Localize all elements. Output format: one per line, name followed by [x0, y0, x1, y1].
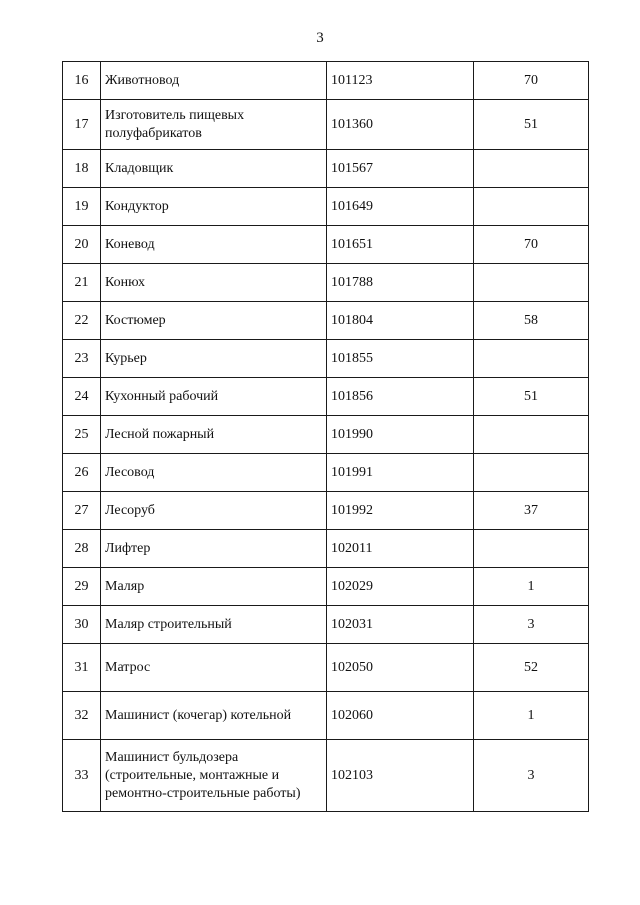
row-number-cell: 30: [63, 606, 101, 644]
profession-code-cell: 101123: [327, 62, 474, 100]
row-number-cell: 16: [63, 62, 101, 100]
row-number-cell: 28: [63, 530, 101, 568]
profession-code-cell: 102031: [327, 606, 474, 644]
page-number: 3: [316, 30, 324, 46]
profession-code-cell: 102060: [327, 692, 474, 740]
profession-name-cell: Кладовщик: [101, 150, 327, 188]
value-cell: [474, 264, 589, 302]
profession-name-cell: Коневод: [101, 226, 327, 264]
profession-name-cell: Лифтер: [101, 530, 327, 568]
row-number-cell: 17: [63, 100, 101, 150]
row-number-cell: 31: [63, 644, 101, 692]
profession-code-cell: 101991: [327, 454, 474, 492]
row-number-cell: 24: [63, 378, 101, 416]
profession-name-cell: Животновод: [101, 62, 327, 100]
profession-code-cell: 102050: [327, 644, 474, 692]
table-row: [63, 568, 589, 606]
table-row: [63, 606, 589, 644]
table-row: [63, 740, 589, 812]
profession-code-cell: 101567: [327, 150, 474, 188]
profession-name-cell: Лесовод: [101, 454, 327, 492]
profession-code-cell: 102029: [327, 568, 474, 606]
value-cell: 3: [474, 740, 589, 812]
row-number-cell: 29: [63, 568, 101, 606]
profession-code-cell: 102103: [327, 740, 474, 812]
profession-code-cell: 101855: [327, 340, 474, 378]
profession-name-cell: Маляр: [101, 568, 327, 606]
table-row: [63, 454, 589, 492]
row-number-cell: 26: [63, 454, 101, 492]
profession-code-cell: 101804: [327, 302, 474, 340]
value-cell: 1: [474, 692, 589, 740]
profession-name-cell: Костюмер: [101, 302, 327, 340]
value-cell: 58: [474, 302, 589, 340]
professions-table: [62, 61, 589, 812]
profession-code-cell: 102011: [327, 530, 474, 568]
value-cell: [474, 188, 589, 226]
value-cell: 51: [474, 100, 589, 150]
profession-name-cell: Маляр строительный: [101, 606, 327, 644]
profession-name-cell: Кондуктор: [101, 188, 327, 226]
table-row: [63, 378, 589, 416]
table-row: [63, 302, 589, 340]
value-cell: [474, 340, 589, 378]
row-number-cell: 20: [63, 226, 101, 264]
profession-code-cell: 101649: [327, 188, 474, 226]
value-cell: [474, 416, 589, 454]
profession-name-cell: Лесоруб: [101, 492, 327, 530]
profession-name-cell: Машинист бульдозера (строительные, монтажные и ремонтно-строительные работы): [101, 740, 327, 812]
value-cell: 1: [474, 568, 589, 606]
profession-code-cell: 101856: [327, 378, 474, 416]
table-row: [63, 62, 589, 100]
profession-code-cell: 101651: [327, 226, 474, 264]
row-number-cell: 27: [63, 492, 101, 530]
value-cell: [474, 454, 589, 492]
row-number-cell: 25: [63, 416, 101, 454]
table-row: [63, 100, 589, 150]
profession-name-cell: Лесной пожарный: [101, 416, 327, 454]
row-number-cell: 18: [63, 150, 101, 188]
profession-name-cell: Машинист (кочегар) котельной: [101, 692, 327, 740]
table-row: [63, 150, 589, 188]
profession-name-cell: Курьер: [101, 340, 327, 378]
value-cell: 52: [474, 644, 589, 692]
table-row: [63, 692, 589, 740]
table-row: [63, 340, 589, 378]
value-cell: 3: [474, 606, 589, 644]
row-number-cell: 33: [63, 740, 101, 812]
table-row: [63, 492, 589, 530]
profession-name-cell: Кухонный рабочий: [101, 378, 327, 416]
table-row: [63, 226, 589, 264]
row-number-cell: 22: [63, 302, 101, 340]
row-number-cell: 19: [63, 188, 101, 226]
table-row: [63, 644, 589, 692]
value-cell: 70: [474, 62, 589, 100]
profession-code-cell: 101788: [327, 264, 474, 302]
value-cell: 37: [474, 492, 589, 530]
profession-name-cell: Матрос: [101, 644, 327, 692]
value-cell: [474, 530, 589, 568]
table-row: [63, 264, 589, 302]
value-cell: 70: [474, 226, 589, 264]
value-cell: [474, 150, 589, 188]
table-row: [63, 530, 589, 568]
table-row: [63, 416, 589, 454]
profession-name-cell: Изготовитель пищевых полуфабрикатов: [101, 100, 327, 150]
profession-code-cell: 101990: [327, 416, 474, 454]
table-row: [63, 188, 589, 226]
row-number-cell: 32: [63, 692, 101, 740]
row-number-cell: 21: [63, 264, 101, 302]
row-number-cell: 23: [63, 340, 101, 378]
value-cell: 51: [474, 378, 589, 416]
profession-code-cell: 101992: [327, 492, 474, 530]
profession-code-cell: 101360: [327, 100, 474, 150]
profession-name-cell: Конюх: [101, 264, 327, 302]
